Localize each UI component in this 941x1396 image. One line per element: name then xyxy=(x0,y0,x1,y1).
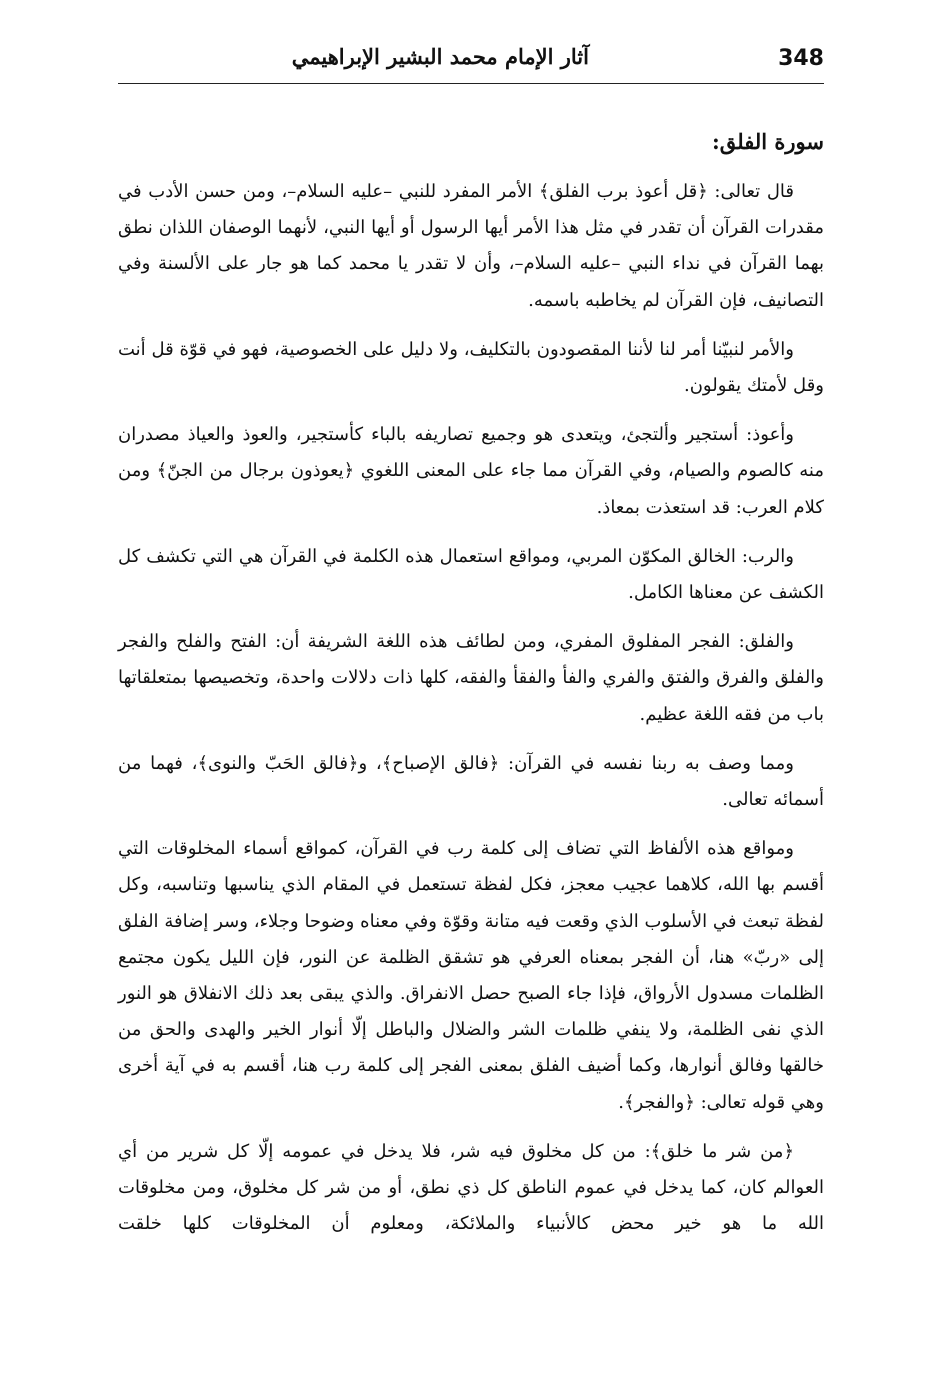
header-divider xyxy=(118,83,824,84)
section-heading: سورة الفلق: xyxy=(712,129,824,154)
page-body xyxy=(118,124,824,1255)
book-title: آثار الإمام محمد البشير الإبراهيمي xyxy=(291,44,589,69)
paragraph-5: والفلق: الفجر المفلوق المفري، ومن لطائف هذه اللغة الشريفة أن: الفتح والفلح والفجر والفلق والفرق والفتق والفري والفأ والفقأ والفقه، كلها ذات دلالات واحدة، وتخصيصها بمتعلقاتها باب من فقه اللغة عظيم. xyxy=(118,631,824,725)
paragraph-1: قال تعالى: ﴿قل أعوذ برب الفلق﴾ الأمر المفرد للنبي –عليه السلام–، ومن حسن الأدب في مقدرات القرآن أن تقدر في مثل هذا الأمر أيها الرسول أو أيها النبي، لأنهما الوصفان اللذان نطق بهما القرآن في نداء النبي –عليه السلام–، وأن لا تقدر يا محمد كما هو جار على الألسنة وفي التصانيف، فإن القرآن لم يخاطبه باسمه. xyxy=(118,181,824,311)
running-header xyxy=(118,40,824,80)
paragraph-7: ومواقع هذه الألفاظ التي تضاف إلى كلمة رب في القرآن، كمواقع أسماء المخلوقات التي أقسم بها الله، كلاهما عجيب معجز، فكل لفظة تستعمل في المقام الذي يناسبها وتناسبه، وكل لفظة تبعث في الأسلوب الذي وقعت فيه متانة وقوّة وفي معناه وضوحا وجلاء، وسر إضافة الفلق إلى «ربّ» هنا، أن الفجر بمعناه العرفي هو تشقق الظلمة عن النور، فإن الليل يكون مجتمع الظلمات مسدول الأرواق، فإذا جاء الصبح حصل الانفراق. والذي يبقى بعد ذلك الانفلاق هو النور الذي نفى الظلمة، ولا ينفي ظلمات الشر والضلال والباطل إلّا أنوار الخير والهدى والحق من خالقها وفالق أنوارها، وكما أضيف الفلق بمعنى الفجر إلى كلمة رب هنا، أقسم به في آية أخرى وهي قوله تعالى: ﴿والفجر﴾. xyxy=(118,838,824,1113)
paragraph-3: وأعوذ: أستجير وألتجئ، ويتعدى هو وجميع تصاريفه بالباء كأستجير، والعوذ والعياذ مصدران منه كالصوم والصيام، وفي القرآن مما جاء على المعنى اللغوي ﴿يعوذون برجال من الجنّ﴾ ومن كلام العرب: قد استعذت بمعاذ. xyxy=(118,424,824,518)
page-number: 348 xyxy=(778,46,824,71)
paragraph-6: ومما وصف به ربنا نفسه في القرآن: ﴿فالق الإصباح﴾، و﴿فالق الحَبّ والنوى﴾، فهما من أسمائه تعالى. xyxy=(118,752,824,811)
paragraph-4: والرب: الخالق المكوّن المربي، ومواقع استعمال هذه الكلمة في القرآن هي التي تكشف كل الكشف عن معناها الكامل. xyxy=(118,545,824,604)
paragraph-2: والأمر لنبيّنا أمر لنا لأننا المقصودون بالتكليف، ولا دليل على الخصوصية، فهو في قوّة قل أنت وقل لأمتك يقولون. xyxy=(118,338,824,397)
paragraph-8: ﴿من شر ما خلق﴾: من كل مخلوق فيه شر، فلا يدخل في عمومه إلّا كل شرير من أي العوالم كان، كما يدخل في عموم الناطق كل ذي نطق، أو من شر كل مخلوق، ومن مخلوقات الله ما هو خير محض كالأنبياء والملائكة، ومعلوم أن المخلوقات كلها خلقت xyxy=(118,1140,824,1235)
